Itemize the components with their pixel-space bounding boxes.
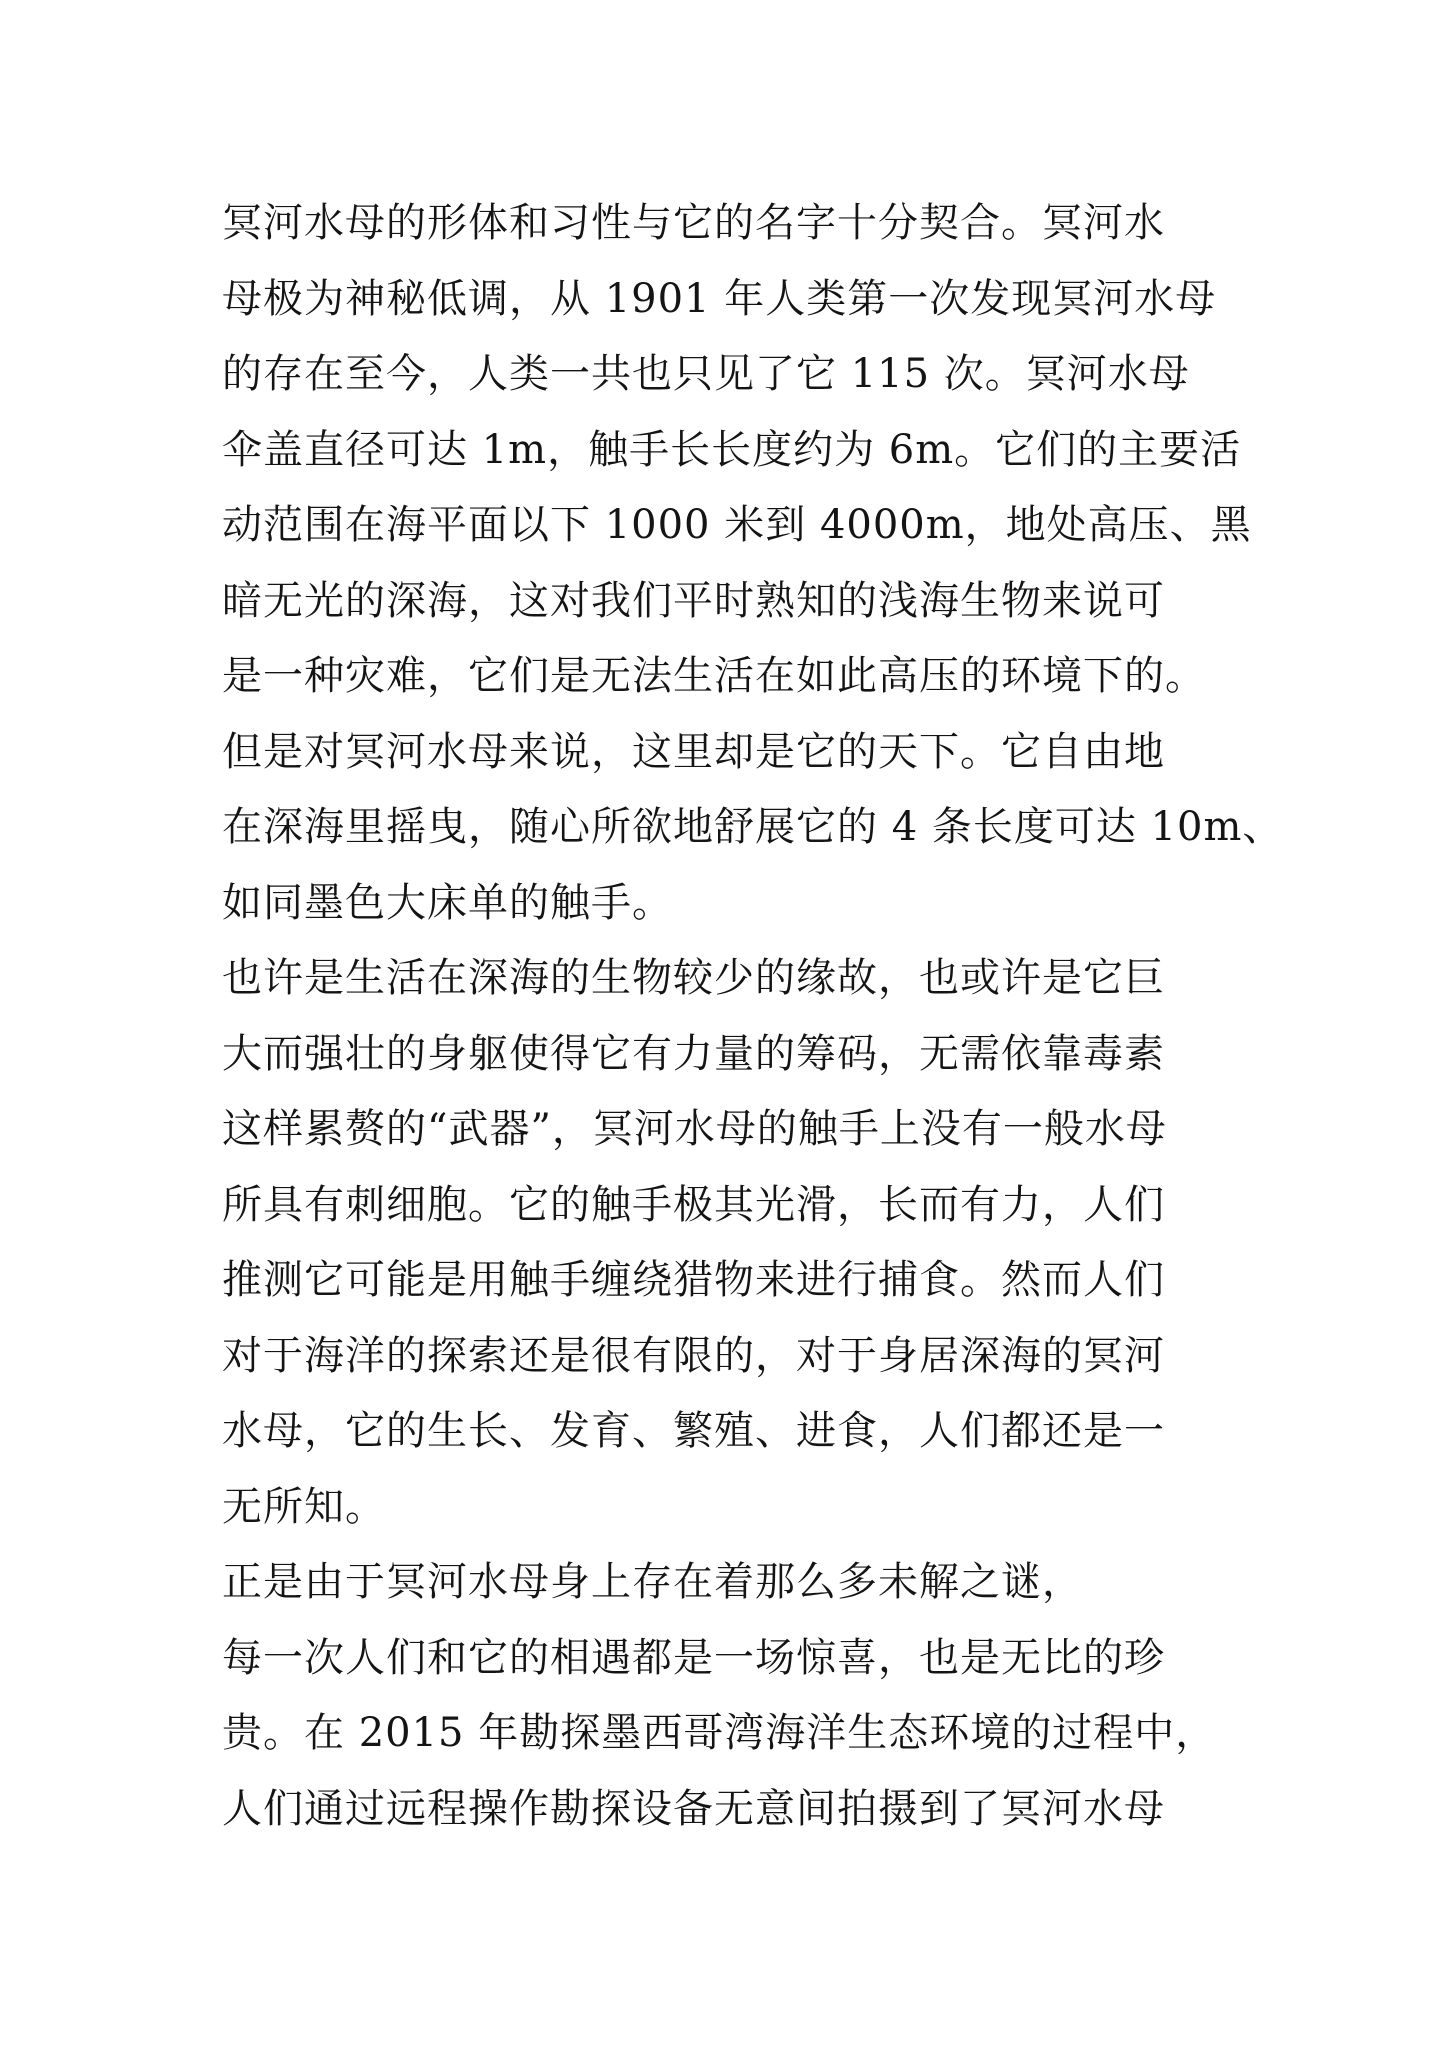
text-line: 伞盖直径可达 1m，触手长长度约为 6m。它们的主要活 bbox=[222, 426, 1242, 473]
text-line: 大而强壮的身躯使得它有力量的筹码，无需依靠毒素 bbox=[222, 1030, 1165, 1077]
text-line: 贵。在 2015 年勘探墨西哥湾海洋生态环境的过程中， bbox=[222, 1710, 1217, 1756]
text-line: 暗无光的深海，这对我们平时熟知的浅海生物来说可 bbox=[222, 577, 1165, 624]
text-line: 每一次人们和它的相遇都是一场惊喜，也是无比的珍 bbox=[222, 1634, 1165, 1681]
text-line: 母极为神秘低调，从 1901 年人类第一次发现冥河水母 bbox=[222, 275, 1217, 322]
text-line: 在深海里摇曳，随心所欲地舒展它的 4 条长度可达 10m、 bbox=[222, 804, 1284, 850]
text-line: 人们通过远程操作勘探设备无意间拍摄到了冥河水母 bbox=[222, 1785, 1165, 1832]
text-line: 如同墨色大床单的触手。 bbox=[222, 879, 673, 926]
text-line: 动范围在海平面以下 1000 米到 4000m，地处高压、黑 bbox=[222, 502, 1252, 548]
text-line: 无所知。 bbox=[222, 1483, 386, 1530]
text-line: 正是由于冥河水母身上存在着那么多未解之谜， bbox=[222, 1559, 1083, 1605]
text-line: 水母，它的生长、发育、繁殖、进食，人们都还是一 bbox=[222, 1408, 1165, 1454]
text-line: 但是对冥河水母来说，这里却是它的天下。它自由地 bbox=[222, 728, 1165, 775]
text-line: 对于海洋的探索还是很有限的，对于身居深海的冥河 bbox=[222, 1332, 1165, 1379]
text-line: 也许是生活在深海的生物较少的缘故，也或许是它巨 bbox=[222, 955, 1165, 1001]
text-line: 是一种灾难，它们是无法生活在如此高压的环境下的。 bbox=[222, 653, 1206, 699]
text-line: 的存在至今，人类一共也只见了它 115 次。冥河水母 bbox=[222, 351, 1190, 397]
text-line: 推测它可能是用触手缠绕猎物来进行捕食。然而人们 bbox=[222, 1257, 1165, 1303]
article-body bbox=[222, 186, 1284, 1847]
text-line: 冥河水母的形体和习性与它的名字十分契合。冥河水 bbox=[222, 200, 1165, 246]
text-line: 这样累赘的“武器”，冥河水母的触手上没有一般水母 bbox=[222, 1106, 1167, 1152]
text-line: 所具有刺细胞。它的触手极其光滑，长而有力，人们 bbox=[222, 1181, 1165, 1228]
